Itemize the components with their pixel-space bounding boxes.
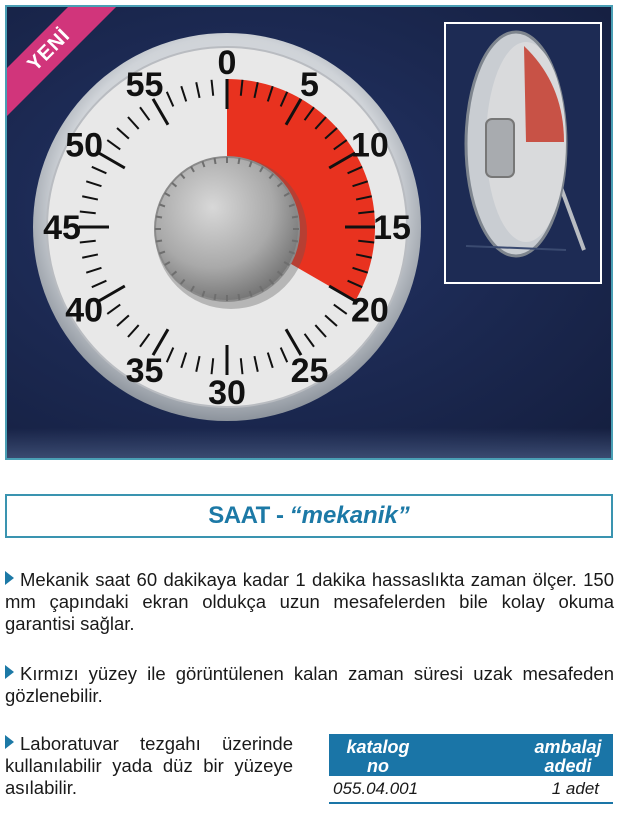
grip-ridge	[214, 294, 215, 300]
grip-ridge	[292, 216, 298, 217]
catalog-table	[329, 734, 613, 804]
title-sub: “mekanik”	[289, 502, 410, 529]
dial-number-35: 35	[125, 351, 164, 390]
dial-number-5: 5	[300, 66, 319, 105]
dial-number-25: 25	[290, 351, 329, 390]
dial-number-10: 10	[350, 126, 389, 165]
dial-number-40: 40	[65, 291, 104, 330]
table-row	[329, 776, 613, 804]
title-main: SAAT -	[208, 502, 290, 529]
new-badge	[7, 7, 117, 117]
new-badge-label: YENİ	[7, 7, 117, 117]
grip-ridge	[292, 240, 298, 241]
dial-number-15: 15	[373, 209, 411, 247]
grip-ridge	[156, 216, 162, 217]
dial-number-20: 20	[350, 291, 389, 330]
side-view-illustration	[446, 24, 600, 282]
paragraph-text: Laboratuvar tezgahı üzerinde kullanılabilir yada düz bir yüzeye asılabilir.	[5, 733, 293, 798]
side-view-photo	[444, 22, 602, 284]
product-photo	[5, 5, 613, 460]
catalog-header	[329, 734, 613, 776]
description-paragraph-1	[5, 569, 614, 635]
dial-number-50: 50	[65, 126, 104, 165]
paragraph-text: Mekanik saat 60 dakikaya kadar 1 dakika hassaslıkta zaman ölçer. 150 mm çapındaki ekran oldukça uzun mesafelerden bile kolay okuma garantisi sağlar.	[5, 569, 614, 634]
header-package-qty: ambalaj adedi	[534, 737, 602, 776]
grip-ridge	[214, 158, 215, 164]
grip-ridge	[238, 158, 239, 164]
header-catalog-no: katalog no	[346, 737, 410, 776]
description-paragraph-3	[5, 733, 293, 799]
product-title	[5, 494, 613, 538]
bullet-arrow-icon	[5, 665, 14, 679]
dial-number-30: 30	[208, 374, 246, 412]
description-paragraph-2	[5, 663, 614, 707]
knob[interactable]	[155, 157, 299, 301]
bullet-arrow-icon	[5, 571, 14, 585]
grip-ridge	[156, 240, 162, 241]
package-qty-value: 1 adet	[551, 779, 599, 798]
catalog-no-value: 055.04.001	[333, 779, 419, 798]
dial-number-55: 55	[125, 66, 164, 105]
bullet-arrow-icon	[5, 735, 14, 749]
paragraph-text: Kırmızı yüzey ile görüntülenen kalan zaman süresi uzak mesafeden gözlenebilir.	[5, 663, 614, 706]
dial-number-45: 45	[43, 209, 81, 247]
grip-ridge	[238, 294, 239, 300]
dial-number-0: 0	[217, 44, 237, 82]
